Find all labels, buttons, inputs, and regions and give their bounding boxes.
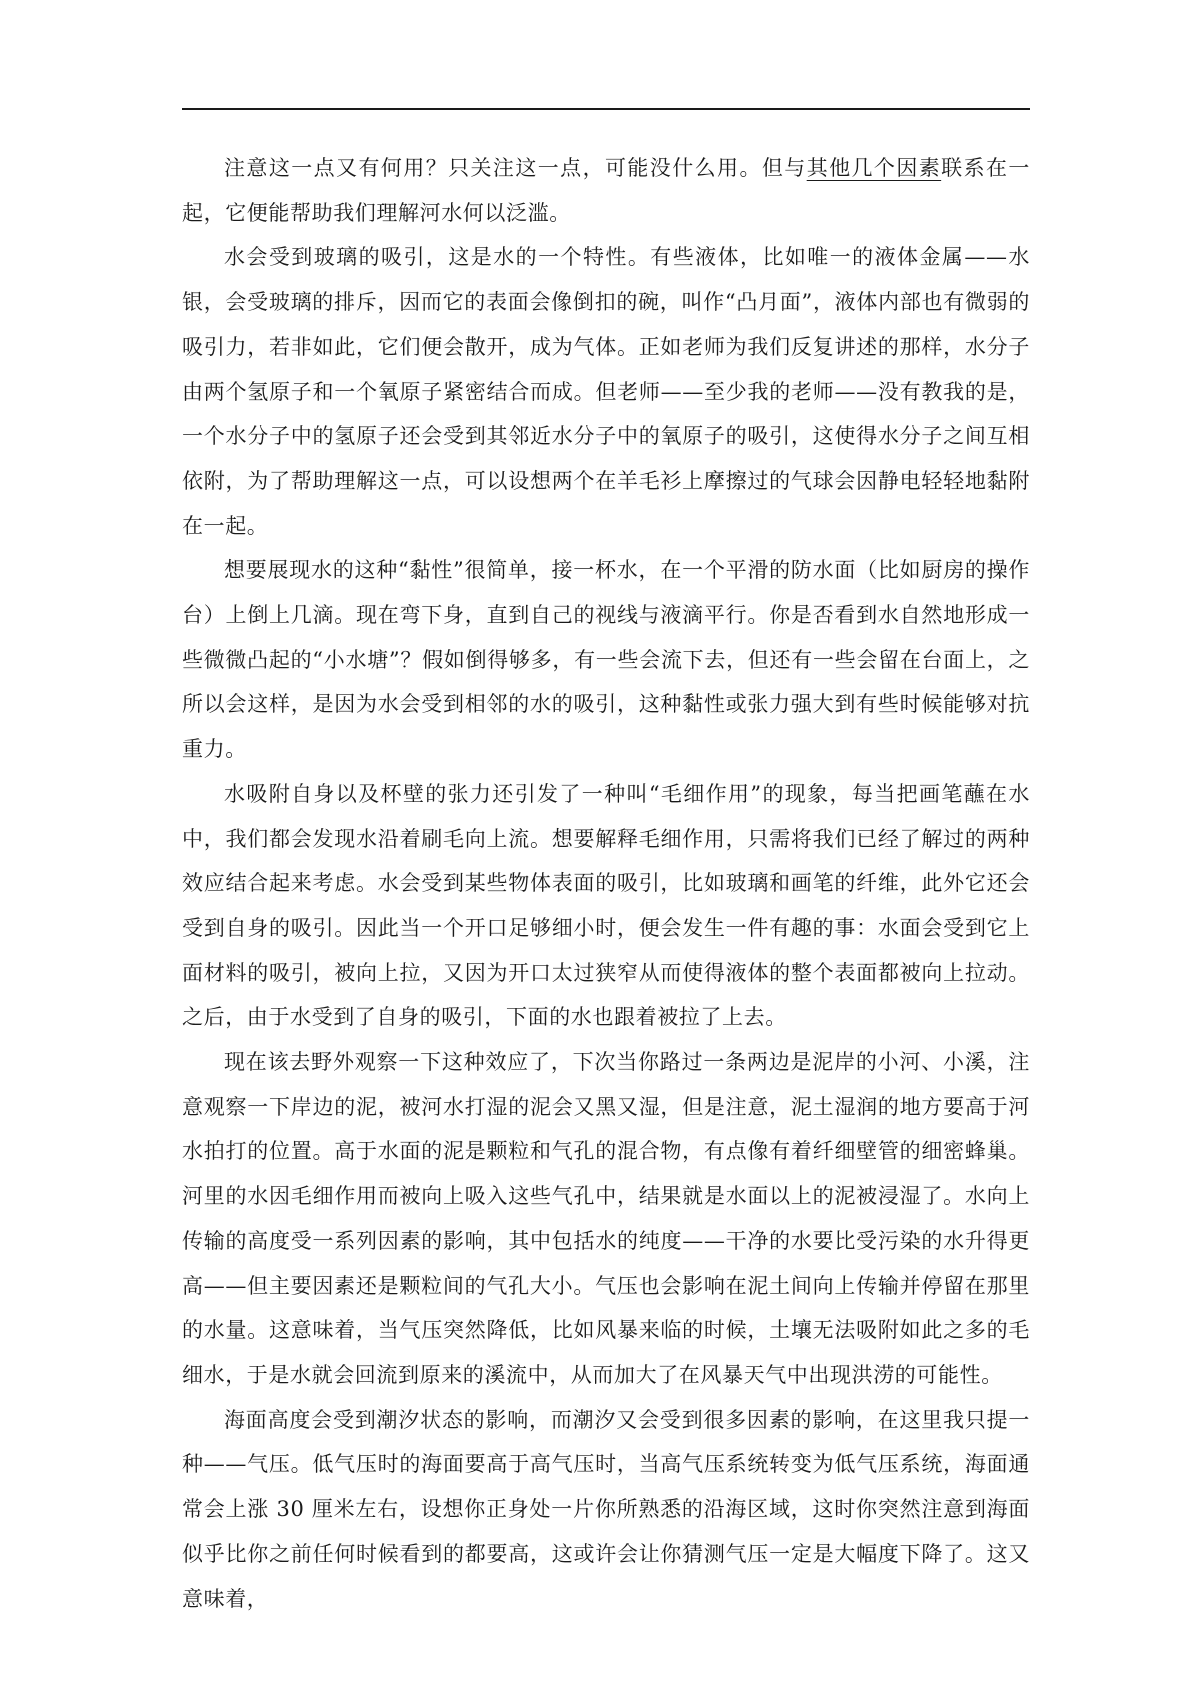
paragraph-3: [182, 548, 1030, 772]
paragraph-1-text-cont: 联系在一起，它便能帮助我们理解河水何以泛滥。: [182, 156, 1030, 225]
paragraph-4-text: 水吸附自身以及杯壁的张力还引发了一种叫“毛细作用”的现象，每当把画笔蘸在水中，我们都会发现水沿着刷毛向上流。想要解释毛细作用，只需将我们已经了解过的两种效应结合起来考虑。水会受到某些物体表面的吸引，比如玻璃和画笔的纤维，此外它还会受到自身的吸引。因此当一个开口足够细小时，便会发生一件有趣的事：水面会受到它上面材料的吸引，被向上拉，又因为开口太过狭窄从而使得液体的整个表面都被向上拉动。之后，由于水受到了自身的吸引，下面的水也跟着被拉了上去。: [182, 781, 1030, 1030]
paragraph-6-text: 海面高度会受到潮汐状态的影响，而潮汐又会受到很多因素的影响，在这里我只提一种——气压。低气压时的海面要高于高气压时，当高气压系统转变为低气压系统，海面通常会上涨 30 厘米左右，设想你正身处一片你所熟悉的沿海区域，这时你突然注意到海面似乎比你之前任何时候看到的都要高，这或许会让你猜测气压一定是大幅度下降了。这又意味着，: [182, 1407, 1030, 1611]
paragraph-1-text: 注意这一点又有何用？只关注这一点，可能没什么用。但与: [224, 156, 807, 180]
paragraph-6: [182, 1398, 1030, 1622]
paragraph-2-text: 水会受到玻璃的吸引，这是水的一个特性。有些液体，比如唯一的液体金属——水银，会受玻璃的排斥，因而它的表面会像倒扣的碗，叫作“凸月面”，液体内部也有微弱的吸引力，若非如此，它们便会散开，成为气体。正如老师为我们反复讲述的那样，水分子由两个氢原子和一个氧原子紧密结合而成。但老师——至少我的老师——没有教我的是，一个水分子中的氢原子还会受到其邻近水分子中的氧原子的吸引，这使得水分子之间互相依附，为了帮助理解这一点，可以设想两个在羊毛衫上摩擦过的气球会因静电轻轻地黏附在一起。: [182, 245, 1030, 538]
paragraph-3-text: 想要展现水的这种“黏性”很简单，接一杯水，在一个平滑的防水面（比如厨房的操作台）上倒上几滴。现在弯下身，直到自己的视线与液滴平行。你是否看到水自然地形成一些微微凸起的“小水塘”？假如倒得够多，有一些会流下去，但还有一些会留在台面上，之所以会这样，是因为水会受到相邻的水的吸引，这种黏性或张力强大到有些时候能够对抗重力。: [182, 558, 1030, 762]
paragraph-5: [182, 1040, 1030, 1398]
paragraph-5-text: 现在该去野外观察一下这种效应了，下次当你路过一条两边是泥岸的小河、小溪，注意观察一下岸边的泥，被河水打湿的泥会又黑又湿，但是注意，泥土湿润的地方要高于河水拍打的位置。高于水面的泥是颗粒和气孔的混合物，有点像有着纤细壁管的细密蜂巢。河里的水因毛细作用而被向上吸入这些气孔中，结果就是水面以上的泥被浸湿了。水向上传输的高度受一系列因素的影响，其中包括水的纯度——干净的水要比受污染的水升得更高——但主要因素还是颗粒间的气孔大小。气压也会影响在泥土间向上传输并停留在那里的水量。这意味着，当气压突然降低，比如风暴来临的时候，土壤无法吸附如此之多的毛细水，于是水就会回流到原来的溪流中，从而加大了在风暴天气中出现洪涝的可能性。: [182, 1050, 1030, 1387]
body-text: [182, 146, 1030, 1621]
paragraph-2: [182, 235, 1030, 548]
paragraph-1: [182, 146, 1030, 235]
header-rule: [182, 108, 1030, 110]
paragraph-4: [182, 772, 1030, 1040]
underlined-phrase: 其他几个因素: [806, 156, 942, 180]
